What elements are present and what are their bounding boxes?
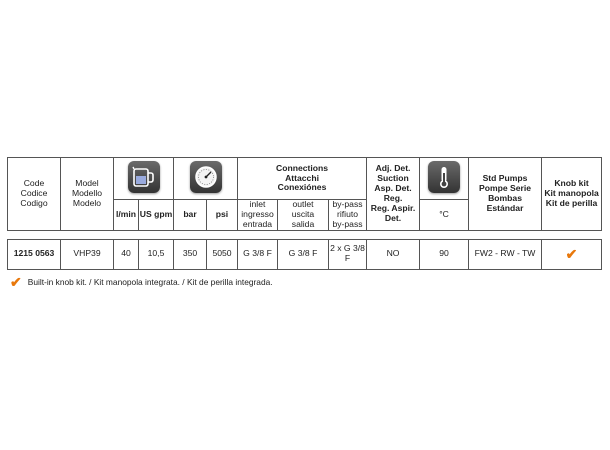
cell-pumps: FW2 - RW - TW (469, 239, 542, 269)
table-row (8, 239, 602, 269)
header-pressure-icon (174, 158, 238, 200)
header-knob-kit: Knob kit Kit manopola Kit de perilla (542, 158, 602, 231)
pressure-gauge-icon (190, 161, 222, 193)
cell-adj: NO (367, 239, 420, 269)
cell-temp: 90 (420, 239, 469, 269)
header-model: Model Modello Modelo (61, 158, 114, 231)
unit-gpm: US gpm (139, 200, 174, 231)
cell-bypass: 2 x G 3/8 F (329, 239, 367, 269)
cell-gpm: 10,5 (139, 239, 174, 269)
header-outlet: outlet uscita salida (278, 200, 329, 231)
checkmark-icon: ✔ (565, 245, 578, 262)
spec-table (7, 157, 602, 270)
header-adj-det: Adj. Det. Suction Asp. Det. Reg. Reg. Aspir. Det. (367, 158, 420, 231)
unit-psi: psi (207, 200, 238, 231)
unit-celsius: °C (420, 200, 469, 231)
cell-bar: 350 (174, 239, 207, 269)
header-flow-icon (114, 158, 174, 200)
header-bypass: by-pass rifiuto by-pass (329, 200, 367, 231)
cell-lmin: 40 (114, 239, 139, 269)
cell-code: 1215 0563 (8, 239, 61, 269)
footnote-text: Built-in knob kit. / Kit manopola integrata. / Kit de perilla integrada. (27, 277, 273, 287)
header-std-pumps: Std Pumps Pompe Serie Bombas Estándar (469, 158, 542, 231)
cell-knob (542, 239, 602, 269)
cell-outlet: G 3/8 F (278, 239, 329, 269)
header-temp-icon (420, 158, 469, 200)
unit-lmin: l/min (114, 200, 139, 231)
footnote (10, 275, 273, 289)
cell-inlet: G 3/8 F (238, 239, 278, 269)
header-inlet: inlet ingresso entrada (238, 200, 278, 231)
header-connections: Connections Attacchi Conexiónes (238, 158, 367, 200)
pitcher-icon (128, 161, 160, 193)
cell-model: VHP39 (61, 239, 114, 269)
checkmark-icon: ✔ (10, 274, 22, 290)
unit-bar: bar (174, 200, 207, 231)
cell-psi: 5050 (207, 239, 238, 269)
header-code: Code Codice Codigo (8, 158, 61, 231)
thermometer-icon (428, 161, 460, 193)
